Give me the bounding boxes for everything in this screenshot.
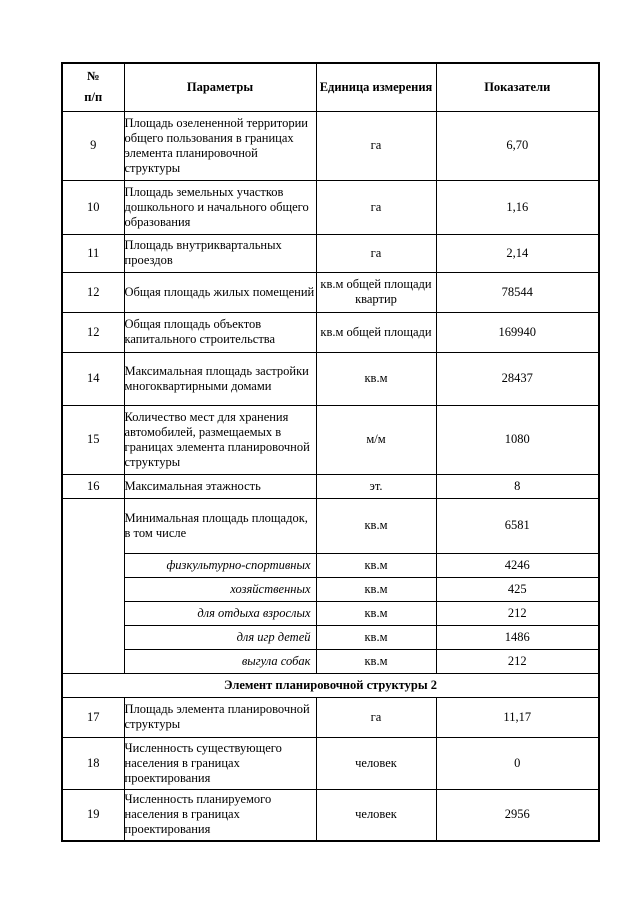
table-row [62,111,599,180]
row-parameter: Минимальная площадь площадок, в том числе [124,498,316,553]
table-row [62,649,599,673]
table-row [62,474,599,498]
row-unit: га [316,697,436,737]
section-row [62,673,599,697]
table-row [62,737,599,789]
row-value: 212 [436,601,599,625]
row-unit: человек [316,737,436,789]
table-row [62,180,599,234]
row-value: 6581 [436,498,599,553]
row-parameter: Максимальная этажность [124,474,316,498]
row-number: 15 [62,405,124,474]
row-unit: кв.м общей площади [316,312,436,352]
row-parameter: Количество мест для хранения автомобилей, размещаемых в границах элемента планировочной структуры [124,405,316,474]
row-value: 2,14 [436,234,599,272]
row-number: 19 [62,789,124,841]
table-row [62,272,599,312]
parameters-table [61,62,600,842]
table-row [62,352,599,405]
row-unit: кв.м [316,553,436,577]
table-row [62,789,599,841]
row-value: 6,70 [436,111,599,180]
row-parameter: Площадь внутриквартальных проездов [124,234,316,272]
table-header-row [62,63,599,111]
row-unit: кв.м [316,625,436,649]
table-row [62,625,599,649]
row-unit: кв.м [316,601,436,625]
row-parameter: Площадь элемента планировочной структуры [124,697,316,737]
row-number: 16 [62,474,124,498]
row-value: 1080 [436,405,599,474]
row-value: 169940 [436,312,599,352]
table-row [62,577,599,601]
header-num-abbr: п/п [84,90,103,105]
row-parameter: выгула собак [124,649,316,673]
row-unit: га [316,234,436,272]
row-value: 2956 [436,789,599,841]
table-row [62,312,599,352]
row-unit: кв.м [316,577,436,601]
row-unit: кв.м [316,498,436,553]
header-num [62,63,124,111]
row-value: 4246 [436,553,599,577]
row-parameter: Общая площадь жилых помещений [124,272,316,312]
row-unit: га [316,111,436,180]
row-unit: человек [316,789,436,841]
row-parameter: Площадь земельных участков дошкольного и начального общего образования [124,180,316,234]
table-row [62,498,599,553]
row-unit: м/м [316,405,436,474]
row-number: 12 [62,272,124,312]
row-unit: кв.м общей площади квартир [316,272,436,312]
row-parameter: Общая площадь объектов капитального строительства [124,312,316,352]
row-number: 9 [62,111,124,180]
header-num-symbol: № [86,69,100,84]
row-value: 0 [436,737,599,789]
row-number: 11 [62,234,124,272]
row-number: 17 [62,697,124,737]
row-value: 78544 [436,272,599,312]
table-row [62,601,599,625]
row-value: 1,16 [436,180,599,234]
row-number: 14 [62,352,124,405]
row-parameter: хозяйственных [124,577,316,601]
row-value: 1486 [436,625,599,649]
row-number: 10 [62,180,124,234]
row-value: 425 [436,577,599,601]
header-unit: Единица измерения [316,63,436,111]
row-unit: эт. [316,474,436,498]
row-parameter: Численность планируемого населения в границах проектирования [124,789,316,841]
table-row [62,553,599,577]
section-title: Элемент планировочной структуры 2 [62,673,599,697]
row-unit: кв.м [316,352,436,405]
row-value: 8 [436,474,599,498]
row-parameter: физкультурно-спортивных [124,553,316,577]
table-row [62,697,599,737]
row-unit: га [316,180,436,234]
row-parameter: Площадь озелененной территории общего пользования в границах элемента планировочной структуры [124,111,316,180]
table-row [62,405,599,474]
row-number: 12 [62,312,124,352]
row-parameter: Максимальная площадь застройки многоквартирными домами [124,352,316,405]
header-param: Параметры [124,63,316,111]
row-parameter: для отдыха взрослых [124,601,316,625]
row-number: 18 [62,737,124,789]
row-value: 28437 [436,352,599,405]
row-number [62,498,124,673]
row-value: 11,17 [436,697,599,737]
row-parameter: для игр детей [124,625,316,649]
row-value: 212 [436,649,599,673]
header-value: Показатели [436,63,599,111]
table-row [62,234,599,272]
row-unit: кв.м [316,649,436,673]
row-parameter: Численность существующего населения в границах проектирования [124,737,316,789]
